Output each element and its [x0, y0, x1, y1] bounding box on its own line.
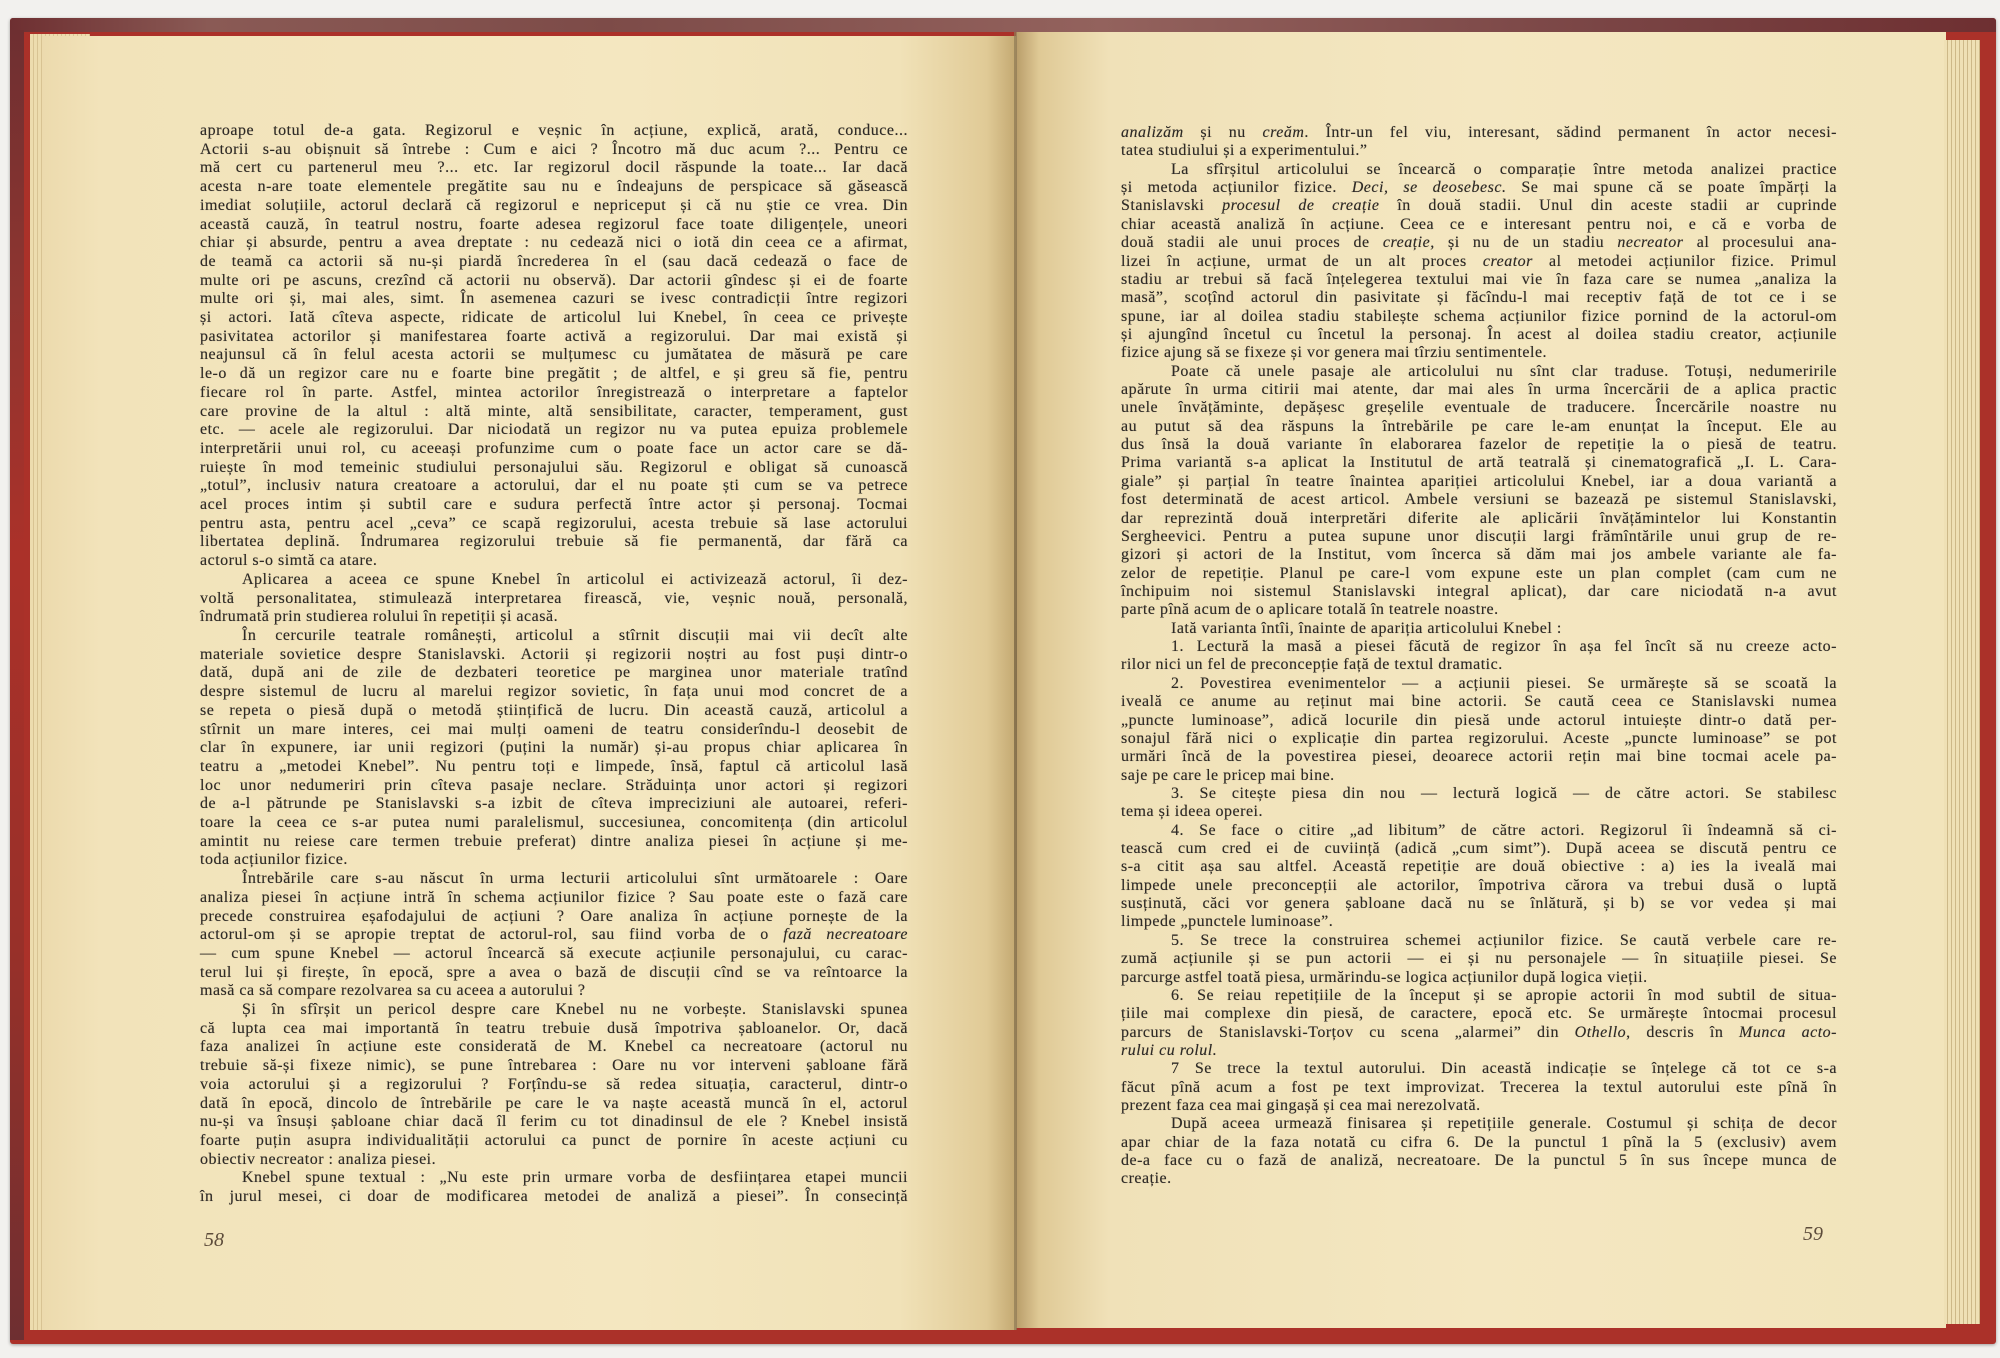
- text-line: terul lui și firește, în epocă, spre a avea o bază de discuții cînd se va reîntoarce la: [200, 963, 908, 981]
- page-edges-right: [1944, 40, 1980, 1324]
- text-line: iveală ce anume au reținut mai bine actorii. Se caută ceea ce Stanislavski numea: [1121, 693, 1837, 711]
- text-line: loc unor nedumeriri prin cîteva pasaje neclare. Străduința unor actori și regizori: [200, 776, 908, 794]
- text-line: aproape totul de-a gata. Regizorul e veșnic în acțiune, explică, arată, conduce...: [200, 122, 908, 139]
- text-line: 4. Se face o citire „ad libitum” de către actori. Regizorul îi îndeamnă să ci-: [1171, 821, 1837, 839]
- text-line: ruiește în mod temeinic studiului personajului său. Regizorul e obligat să cunoască: [200, 458, 908, 476]
- text-line: Întrebările care s-au născut în urma lecturii articolului sînt următoarele : Oare: [242, 870, 908, 888]
- italic-text-segment: creație,: [1382, 234, 1435, 252]
- text-line: dată, după ani de zile de dezbateri teoretice pe marginea unor materiale tratînd: [200, 664, 908, 682]
- text-line: rilor nici un fel de preconcepție față de textul dramatic.: [1121, 656, 1503, 674]
- text-line: limpede unele preconcepții ale actorilor, împotriva cărora va trebui dusă o luptă: [1121, 876, 1837, 894]
- text-line: gizori și actori de la Institut, vom încerca să dăm mai jos ambele variante ale fa-: [1121, 546, 1837, 564]
- text-line: Actorii s-au obișnuit să întrebe : Cum e aici ? Încotro mă duc acum ?... Pentru ce: [200, 140, 908, 158]
- text-line: „totul”, inclusiv natura creatoare a actorului, dar el nu poate ști cum se va petrece: [200, 477, 908, 495]
- text-segment: și nu: [1183, 124, 1263, 141]
- text-line: urmări încă de la povestirea piesei, deoarece actorii rețin mai bine tocmai acele pa-: [1121, 748, 1837, 766]
- text-line: 1. Lectură la masă a piesei făcută de regizor în așa fel încît să nu creeze acto-: [1171, 638, 1837, 656]
- paragraph: [200, 1169, 908, 1206]
- text-line: Poate că unele pasaje ale articolului nu sînt clar traduse. Totuși, nedumeririle: [1171, 362, 1837, 380]
- text-line: voltă personalitatea, stimulează interpretarea firească, vie, veșnic nouă, personală,: [200, 589, 908, 607]
- text-line: [200, 926, 908, 945]
- text-line: fizice ajung să se fixeze și vor genera mai tîrziu sentimentele.: [1121, 344, 1548, 362]
- text-segment: două stadii ale unui proces de: [1121, 234, 1383, 252]
- text-line: fiecare rol în parte. Astfel, mintea actorilor înregistrează o interpretare a faptelor: [200, 383, 908, 401]
- text-line: Și în sfîrșit un pericol despre care Knebel nu ne vorbește. Stanislavski spunea: [242, 1001, 908, 1019]
- text-segment: actorul-om și se apropie treptat de actorul-rol, sau fiind vorba de o: [200, 926, 784, 944]
- text-line: — cum spune Knebel — actorul încearcă să execute acțiunile personajului, cu carac-: [200, 944, 908, 962]
- text-line: susținută, căci vor genera șabloane dacă nu se înlătură, și b) se vor vedea și mai: [1121, 895, 1837, 913]
- text-line: de-a face cu o fază de analiză, necreatoare. De la punctul 5 în sus începe munca de: [1121, 1152, 1837, 1170]
- text-line: în jurul mesei, ci doar de modificarea metodei de analiză a piesei”. În consecință: [200, 1188, 908, 1206]
- text-line: Aplicarea a aceea ce spune Knebel în articolul ei activizează actorul, îi dez-: [242, 570, 908, 588]
- text-line: [1121, 124, 1837, 142]
- text-segment: . Într-un fel viu, interesant, sădind permanent în actor necesi-: [1304, 124, 1837, 141]
- paragraph: [200, 571, 908, 627]
- text-line: de teamă ca actorii să nu-și piardă încrederea în el (sau dacă cedează o face de: [200, 252, 908, 270]
- paragraph: [1121, 1115, 1837, 1188]
- text-line: 2. Povestirea evenimentelor — a acțiunii piesei. Se urmărește să se scoată la: [1171, 674, 1837, 692]
- text-line: acesta n-are toate elementele pregătite sau nu e îndeajuns de perspicace să găsească: [200, 178, 908, 196]
- italic-text-segment: analizăm: [1121, 124, 1184, 141]
- text-line: Sergheevici. Pentru a putea supune unor discuții largi frămîntările unui grup de re-: [1121, 527, 1837, 545]
- italic-text-segment: creator: [1482, 252, 1533, 270]
- text-line: le-o dă un regizor care nu e foarte bine pregătit ; de altfel, e și greu să fie, pentru: [200, 365, 908, 383]
- text-line: La sfîrșitul articolului se încearcă o comparație între metoda analizei practice: [1171, 160, 1837, 178]
- text-line: dată în epocă, dincolo de întrebările pe care le va naște această muncă în el, actorul: [200, 1094, 908, 1112]
- text-line: pentru asta, pentru acel „ceva” ce scapă regizorului, acesta trebuie să lase actorului: [200, 514, 908, 532]
- text-line: [1121, 234, 1837, 252]
- text-line: [1121, 253, 1837, 271]
- text-line: mă cert cu partenerul meu ?... etc. Iar regizorul docil răspunde la toate... Iar dacă: [200, 159, 908, 177]
- text-segment: și nu de un stadiu: [1434, 234, 1618, 252]
- text-line: stîrnit un mare interes, cei mai mulți oameni de teatru considerîndu-l deosebit de: [200, 720, 908, 738]
- text-line: care provine de la altul : altă minte, altă sensibilitate, caracter, temperament, gust: [200, 402, 908, 420]
- text-line: această cauză, în teatrul nostru, foarte adesea regizorul face toate diligențele, uneori: [200, 215, 908, 233]
- text-line: După aceea urmează finisarea și repetițiile generale. Costumul și schița de decor: [1171, 1115, 1837, 1133]
- paragraph: [1121, 785, 1837, 822]
- text-line: teatru a „metodei Knebel”. Nu pentru toți e limpede, însă, faptul că articolul lasă: [200, 757, 908, 775]
- text-line: limpede „punctele luminoase”.: [1121, 913, 1334, 931]
- text-line: chiar și absurde, pentru a avea dreptate : nu cedează nici o iotă din ceea ce a afirmat,: [200, 234, 908, 252]
- italic-text-segment: fază necreatoare: [783, 926, 908, 944]
- text-segment: lizei în acțiune, urmat de un alt proces: [1121, 252, 1483, 270]
- text-line: neajunsul că în felul acesta actorii se mulțumesc cu jumătatea de măsură pe care: [200, 346, 908, 364]
- text-line: [1121, 1042, 1837, 1060]
- text-line: tatea studiului și a experimentului.”: [1121, 142, 1368, 160]
- text-line: se repeta o piesă după o metodă științifică de lucru. Din această cauză, articolul a: [200, 701, 908, 719]
- italic-text-segment: Deci, se deosebesc.: [1351, 179, 1507, 197]
- italic-text-segment: creăm: [1262, 124, 1305, 141]
- text-line: masă”, scoțînd actorul din pasivitate și făcîndu-l mai receptiv față de tot ce i se: [1121, 289, 1837, 307]
- text-line: multe ori pe ascuns, crezînd că actorii nu observă). Dar actorii gîndesc și ei de foarte: [200, 271, 908, 289]
- text-line: imediat soluțiile, actorul declară că regizorul e nepriceput și că nu știe ce vrea. Din: [200, 196, 908, 214]
- text-line: Knebel spune textual : „Nu este prin urmare vorba de desființarea etapei muncii: [242, 1169, 908, 1187]
- text-line: interpretării unui rol, cu aceeași profunzime cum o poate face un actor care se dă-: [200, 439, 908, 457]
- text-line: dar reprezintă două interpretări diferite ale aplicării învățămintelor lui Konstantin: [1121, 509, 1837, 527]
- right-page-text: [1121, 124, 1837, 1189]
- text-line: de a-l pătrunde pe Stanislavski s-a izbit de cîteva impreciziuni ale autoarei, referi-: [200, 795, 908, 813]
- text-line: „puncte luminoase”, adică locurile din piesă unde actorul intuiește dintr-o dată per-: [1121, 711, 1837, 729]
- text-line: și actori. Iată cîteva aspecte, ridicate de articolul lui Knebel, în ceea ce privește: [200, 309, 908, 327]
- text-line: că lupta cea mai importantă în teatru trebuie dusă împotriva șabloanelor. Or, dacă: [200, 1019, 908, 1037]
- paragraph: [200, 627, 908, 870]
- page-number-right: 59: [1803, 1223, 1823, 1245]
- italic-text-segment: rului cu rolul.: [1121, 1041, 1218, 1059]
- text-line: toare la ceea ce s-ar putea numi paralelismul, succesiunea, concomitența (din articolul: [200, 814, 908, 832]
- text-line: închipuim noi sistemul Stanislavski integral aplicat), dar care niciodată n-a avut: [1121, 582, 1837, 600]
- text-line: etc. — acele ale regizorului. Dar niciodată un regizor nu va putea epuiza problemele: [200, 421, 908, 439]
- text-line: clar în expunere, iar unii regizori (puțini la număr) și-au propus chiar aplicarea în: [200, 739, 908, 757]
- text-line: obiectiv necreator : analiza piesei.: [200, 1150, 437, 1168]
- text-line: 5. Se trece la construirea schemei acțiunilor fizice. Se caută verbele care re-: [1171, 931, 1837, 949]
- text-line: îndrumată prin studierea rolului în repetiții și acasă.: [200, 608, 559, 626]
- paragraph: [1121, 638, 1837, 675]
- text-line: faza analizei în acțiune este considerată de M. Knebel ca necreatoare (actorul nu: [200, 1038, 908, 1056]
- book-cover-left-edge: [10, 30, 24, 1340]
- paragraph: [1121, 822, 1837, 932]
- text-line: stadiu ar trebui să facă înțelegerea textului mai vie în faza care se numea „analiza la: [1121, 270, 1837, 288]
- text-line: fost determinată de acest articol. Ambele versiuni se bazează pe sistemul Stanislavski,: [1121, 491, 1837, 509]
- paragraph: [1121, 124, 1837, 161]
- text-line: materiale sovietice despre Stanislavski. Actorii și regizorii noștri au fost puși dintr-o: [200, 645, 908, 663]
- text-line: [1121, 1024, 1837, 1042]
- text-line: creație.: [1121, 1170, 1172, 1188]
- italic-text-segment: Munca acto-: [1739, 1023, 1838, 1041]
- paragraph: [1121, 987, 1837, 1060]
- italic-text-segment: necreator: [1617, 234, 1684, 252]
- text-line: tească cum cred ei de cuviință (adică „cum simt”). După aceea se discută pentru ce: [1121, 840, 1837, 858]
- paragraph: [200, 870, 908, 1001]
- text-line: spune, iar al doilea stadiu stabilește schema acțiunilor fizice pornind de la actorul-om: [1121, 307, 1837, 325]
- text-line: dus însă la două variante în elaborarea fazelor de repetiție la o piesă de teatru.: [1121, 436, 1837, 454]
- text-line: multe ori și, mai ales, simt. În asemenea cazuri se ivesc contradicții între regizori: [200, 290, 908, 308]
- text-line: [1121, 197, 1837, 215]
- text-line: 6. Se reiau repetițiile de la început și se apropie actorii în mod subtil de situa-: [1171, 986, 1837, 1004]
- text-line: apărute în urma citirii mai atente, dar mai ales în urma încercării de a aplica practic: [1121, 381, 1837, 399]
- text-line: unele învățăminte, depășesc greșelile eventuale de traducere. Încercările noastre nu: [1121, 399, 1837, 417]
- text-line: țiile mai complexe din piesă, de caractere, epocă etc. Se urmărește întocmai procesul: [1121, 1005, 1837, 1023]
- text-line: Prima variantă s-a aplicat la Institutul de artă teatrală și cinematografică „I. L. Cara-: [1121, 454, 1837, 472]
- text-line: pasivitatea actorilor și manifestarea foarte activă a regizorului. Dar mai există și: [200, 327, 908, 345]
- text-line: parte pînă acum de o aplicare totală în teatrele noastre.: [1121, 601, 1499, 619]
- text-line: și ajungînd încetul cu încetul la personaj. În acest al doilea stadiu creator, acțiunile: [1121, 325, 1837, 343]
- text-line: Iată varianta întîi, înainte de apariția articolului Knebel :: [1171, 619, 1562, 637]
- paragraph: [1121, 161, 1837, 363]
- text-line: apar chiar de la faza notată cu cifra 6. De la punctul 1 pînă la 5 (exclusiv) avem: [1121, 1133, 1837, 1151]
- text-segment: , descris în: [1626, 1023, 1740, 1041]
- book-cover-top-edge: [10, 18, 1996, 32]
- text-line: 7 Se trece la textul autorului. Din această indicație se înțelege că tot ce s-a: [1171, 1060, 1837, 1078]
- text-line: amintit nu reiese care termen trebuie preferat) dintre analiza piesei în acțiune și me-: [200, 832, 908, 850]
- text-line: trebuie să-și fixeze nimic), se pune întrebarea : Oare nu vor interveni șabloane fără: [200, 1057, 908, 1075]
- text-line: giale” și parțial în teatre înaintea apariției articolului Knebel, iar a doua variantă a: [1121, 472, 1837, 490]
- text-line: acel proces intim și subtil care e sudura perfectă între actor și personaj. Tocmai: [200, 496, 908, 514]
- text-line: zumă acțiunile și se pun actorii — ei și nu personajele — în situațiile piesei. Se: [1121, 950, 1837, 968]
- text-line: precede construirea eșafodajului de acțiuni ? Oare analiza în acțiune pornește de la: [200, 907, 908, 925]
- text-line: chiar această analiză în acțiune. Ceea ce e interesant pentru noi, e că e vorba de: [1121, 215, 1837, 233]
- text-segment: al metodei acțiunilor fizice. Primul: [1532, 252, 1838, 270]
- text-line: au putut să dea răspuns la întrebările pe care le-am enunțat la început. Ele au: [1121, 417, 1837, 435]
- text-line: actorul s-o simtă ca atare.: [200, 552, 378, 570]
- text-segment: în două stadii. Unul din aceste stadii ar cuprinde: [1379, 197, 1837, 215]
- text-line: saje pe care le pricep mai bine.: [1121, 766, 1335, 784]
- paragraph: [1121, 1060, 1837, 1115]
- page-number-left: 58: [204, 1229, 224, 1251]
- text-segment: parcurs de Stanislavski-Torțov cu scena „alarmei” din: [1121, 1023, 1575, 1041]
- text-line: prezent faza cea mai gingașă și cea mai nerezolvată.: [1121, 1097, 1481, 1115]
- text-segment: Se mai spune că se poate împărți la: [1506, 179, 1838, 197]
- text-segment: Stanislavski: [1121, 197, 1223, 215]
- italic-text-segment: procesul de creație: [1222, 197, 1380, 215]
- text-line: tema și ideea operei.: [1121, 803, 1263, 821]
- paragraph: [1121, 932, 1837, 987]
- text-line: făcut pînă acum a fost pe text improvizat. Trecerea la textul autorului este pînă în: [1121, 1078, 1837, 1096]
- book-gutter: [1014, 32, 1017, 1330]
- text-segment: și metoda acțiunilor fizice.: [1121, 179, 1352, 197]
- text-line: libertatea deplină. Îndrumarea regizorului trebuie să fie permanentă, dar fără ca: [200, 533, 908, 551]
- text-line: foarte puțin asupra individualității actorului ca punct de pornire în aceste acțiuni cu: [200, 1131, 908, 1149]
- text-line: nu-și va însuși șabloane chiar dacă îl ferim cu tot dinadinsul de ele ? Knebel insistă: [200, 1113, 908, 1131]
- text-line: 3. Se citește piesa din nou — lectură logică — de către actori. Se stabilesc: [1171, 784, 1837, 802]
- text-line: voia actorului și a regizorului ? Forțîndu-se să redea situația, caracterul, dintr-o: [200, 1075, 908, 1093]
- text-line: toda acțiunilor fizice.: [200, 851, 348, 869]
- paragraph: [1121, 675, 1837, 785]
- text-line: [1121, 179, 1837, 197]
- paragraph: [1121, 620, 1837, 638]
- left-page-text: [200, 122, 908, 1207]
- text-segment: al procesului ana-: [1683, 234, 1838, 252]
- text-line: parcurge astfel toată piesa, urmărindu-se logica acțiunilor după logica vieții.: [1121, 968, 1648, 986]
- text-line: În cercurile teatrale românești, articolul a stîrnit discuții mai vii decît alte: [242, 626, 908, 644]
- text-line: zelor de repetiție. Planul pe care-l vom expune este un plan complet (cam cum ne: [1121, 564, 1837, 582]
- paragraph: [1121, 363, 1837, 620]
- italic-text-segment: Othello: [1574, 1023, 1627, 1041]
- text-line: s-a citit așa sau altfel. Această repetiție are două obiective : a) ies la iveală mai: [1121, 858, 1837, 876]
- text-line: masă ca să compare rezolvarea sa cu aceea a autorului ?: [200, 982, 586, 1000]
- paragraph: [200, 122, 908, 571]
- text-line: despre sistemul de lucru al marelui regizor sovietic, în fața unui mod concret de a: [200, 683, 908, 701]
- text-line: analiza piesei în acțiune intră în schema acțiunilor fizice ? Sau poate este o fază care: [200, 888, 908, 906]
- paragraph: [200, 1001, 908, 1169]
- text-line: sonajul fără nici o explicație din partea regizorului. Aceste „puncte luminoase” se pot: [1121, 729, 1837, 747]
